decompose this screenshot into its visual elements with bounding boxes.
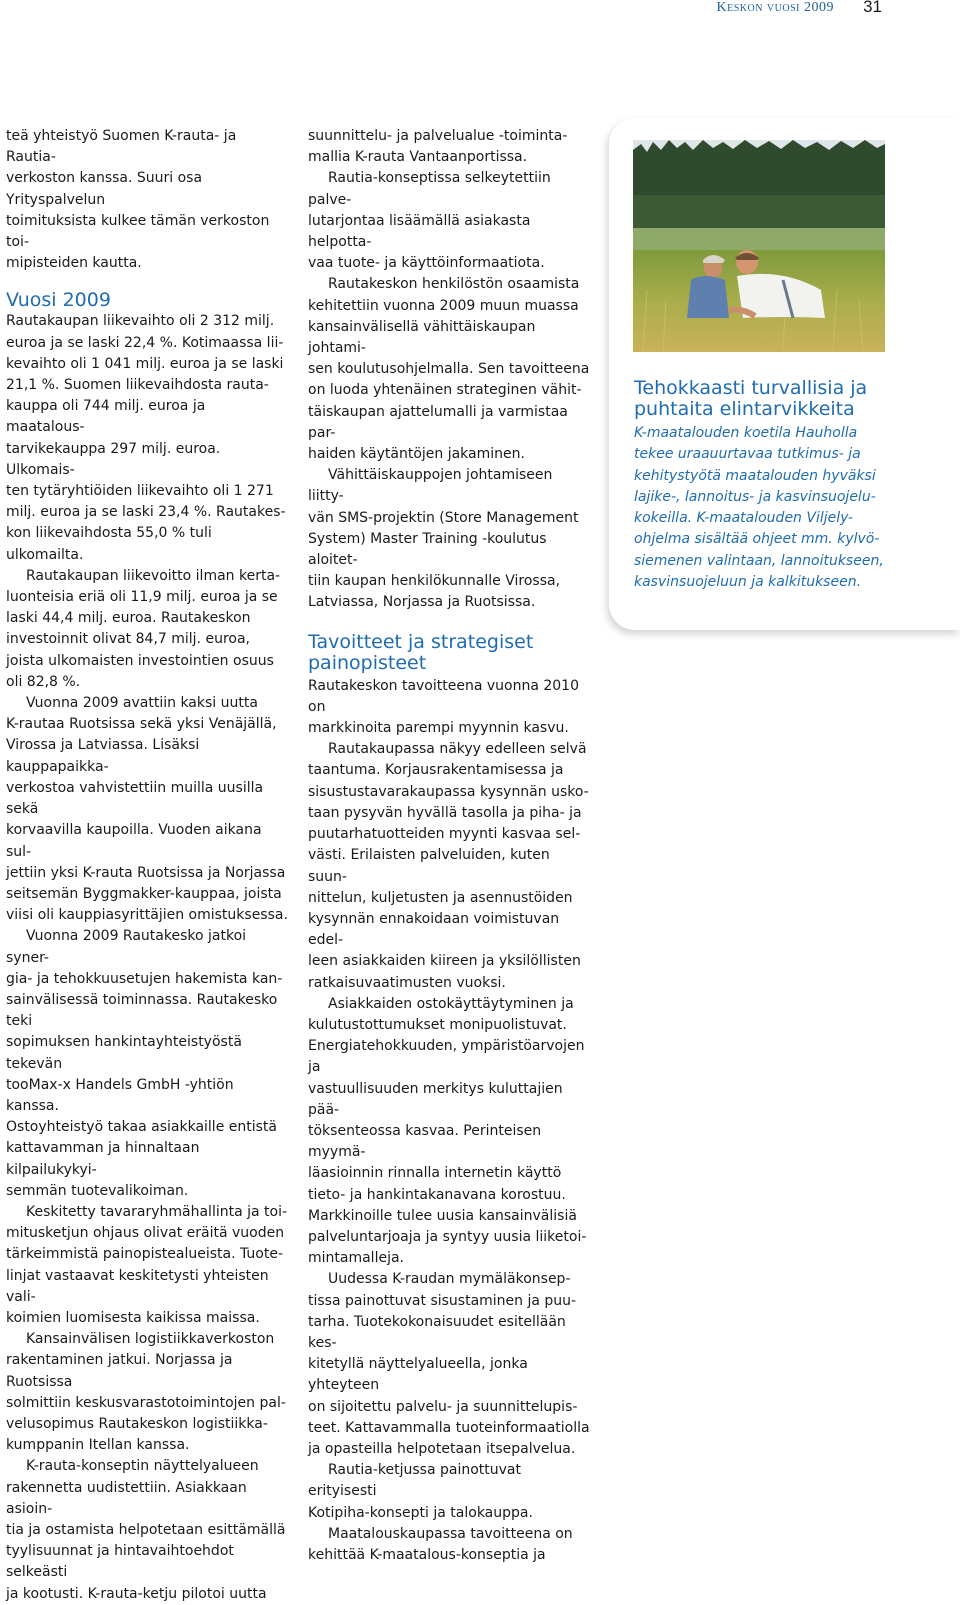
text-line: System) Master Training -koulutus aloitet- (308, 530, 547, 569)
sidebar-text (634, 423, 934, 593)
sidebar-text-line: kokeilla. K-maatalouden Viljely- (634, 510, 853, 527)
sidebar-text-line: K-maatalouden koetila Hauholla (634, 425, 858, 441)
text-line: Vähittäiskauppojen johtamiseen liitty- (308, 467, 553, 505)
text-line: linjat vastaavat keskitetysti yhteisten vali- (6, 1267, 269, 1305)
intro-paragraph: teä yhteistyö Suomen K-rauta- ja Rautia- verkoston kanssa. Suuri osa Yrityspalvelun toimituksista kulkee tämän verkoston toi- mipisteiden kautta. (6, 128, 270, 272)
text-line: tiin kaupan henkilökunnalle Virossa, (308, 573, 561, 590)
text-line: kysynnän ennakoidaan voimistuvan edel- (308, 910, 560, 949)
text-column-middle (308, 126, 590, 1566)
text-line: nittelun, kuljetusten ja asennustöiden (308, 889, 573, 906)
paragraph (6, 693, 288, 926)
text-line: K-rauta-konseptin näyttelyalueen (26, 1458, 259, 1475)
text-line: investoinnit olivat 84,7 milj. euroa, (6, 631, 250, 648)
publication-title: Keskon vuosi 2009 (716, 0, 834, 15)
text-line: Rautakeskon tavoitteena vuonna 2010 on (308, 677, 579, 715)
text-line: rakennetta uudistettiin. Asiakkaan asioin- (6, 1479, 247, 1517)
text-line: Energiatehokkuuden, ympäristöarvojen ja (308, 1038, 585, 1076)
text-line: taan pysyvän hyvällä tasolla ja piha- ja (308, 804, 582, 821)
text-line: laski 44,4 milj. euroa. Rautakeskon (6, 610, 251, 627)
text-line: 21,1 %. Suomen liikevaihdosta rauta- (6, 377, 269, 394)
text-line: verkostoa vahvistettiin muilla uusilla sekä (6, 779, 264, 818)
paragraph (308, 1524, 590, 1566)
text-line: Rautia-konseptissa selkeytettiin palve- (308, 170, 551, 208)
text-line: gia- ja tehokkuusetujen hakemista kan- (6, 970, 283, 987)
text-line: kauppa oli 744 milj. euroa ja maatalous- (6, 398, 206, 436)
sidebar-text-line: kehitystyötä maatalouden hyväksi (634, 467, 876, 484)
paragraph (308, 465, 590, 613)
sidebar-box (609, 118, 960, 630)
text-line: haiden käytäntöjen jakaminen. (308, 446, 525, 463)
text-line: Maatalouskaupassa tavoitteena on (328, 1525, 573, 1542)
sidebar-text-line: tekee uraauurtavaa tutkimus- ja (634, 446, 861, 463)
text-line: ratkaisuvaatimusten vuoksi. (308, 974, 506, 991)
page-number: 31 (863, 0, 882, 16)
text-line: kitetyllä näyttelyalueella, jonka yhteyteen (308, 1356, 528, 1394)
sidebar-text-line: kasvinsuojeluun ja kalkitukseen. (634, 574, 862, 591)
paragraph (6, 311, 288, 565)
section-heading-vuosi-2009: Vuosi 2009 (6, 289, 111, 312)
text-line: kattavamman ja hinnaltaan kilpailukykyi- (6, 1140, 200, 1178)
text-line: semmän tuotevalikoiman. (6, 1182, 189, 1199)
text-line: teet. Kattavammalla tuoteinformaatiolla (308, 1419, 590, 1436)
text-line: Rautakaupan liikevaihto oli 2 312 milj. (6, 313, 275, 330)
text-line: Vuonna 2009 avattiin kaksi uutta (26, 695, 258, 712)
text-line: tarha. Tuotekokonaisuudet esitellään kes- (308, 1313, 566, 1351)
text-line: Latviassa, Norjassa ja Ruotsissa. (308, 594, 536, 611)
text-line: Uudessa K-raudan mymäläkonsep- (328, 1271, 571, 1288)
paragraph (308, 1269, 590, 1460)
text-line: kehitettiin vuonna 2009 muun muassa (308, 297, 579, 314)
text-line: Vuonna 2009 Rautakesko jatkoi syner- (6, 928, 247, 966)
text-line: kehittää K-maatalous-konseptia ja (308, 1547, 546, 1563)
text-line: viisi oli kauppiasyrittäjien omistuksessa. (6, 907, 288, 924)
text-line: euroa ja se laski 22,4 %. Kotimaassa lii- (6, 334, 284, 351)
text-line: tia ja ostamista helpotetaan esittämällä (6, 1522, 286, 1538)
text-line: kevaihto oli 1 041 milj. euroa ja se laski (6, 355, 284, 372)
text-line: Asiakkaiden ostokäyttäytyminen ja (328, 995, 574, 1012)
text-line: milj. euroa ja se laski 23,4 %. Rautakes- (6, 504, 286, 521)
text-line: palveluntarjoaja ja syntyy uusia liiketoi- (308, 1228, 587, 1245)
text-line: sisustustavarakaupassa kysynnän usko- (308, 783, 589, 800)
text-line: leen asiakkaiden kiireen ja yksilöllisten (308, 953, 581, 970)
text-line: västi. Erilaisten palveluiden, kuten suun- (308, 847, 550, 885)
paragraph (308, 739, 590, 993)
page-header (0, 0, 960, 40)
sidebar-text-line: lajike-, lannoitus- ja kasvinsuojelu- (634, 488, 876, 505)
text-line: Rautia-ketjussa painottuvat erityisesti (308, 1462, 521, 1500)
text-line: Rautakeskon henkilöstön osaamista (328, 276, 580, 293)
section-heading-tavoitteet: Tavoitteet ja strategiset painopisteet (308, 630, 534, 674)
col2-paragraphs-bottom (308, 676, 590, 1567)
text-line: vaa tuote- ja käyttöinformaatiota. (308, 255, 545, 272)
text-line: K-rautaa Ruotsissa sekä yksi Venäjällä, (6, 716, 277, 733)
paragraph (308, 274, 590, 465)
text-line: joista ulkomaisten investointien osuus (6, 652, 274, 669)
col1-paragraphs (6, 311, 288, 1604)
text-line: töksenteossa kasvaa. Perinteisen myymä- (308, 1122, 542, 1161)
paragraph (6, 926, 288, 1202)
text-line: täiskaupan ajattelumalli ja varmistaa par- (308, 403, 568, 441)
text-line: Virossa ja Latviassa. Lisäksi kauppapaikka- (6, 737, 200, 775)
paragraph (308, 168, 590, 274)
paragraph (6, 1329, 288, 1456)
text-line: kansainvälisellä vähittäiskaupan johtami- (308, 318, 536, 357)
paragraph (308, 676, 590, 740)
text-line: Markkinoille tulee uusia kansainvälisiä (308, 1207, 577, 1224)
text-line: solmittiin keskusvarastotoimintojen pal- (6, 1394, 286, 1411)
text-line: Rautakaupan liikevoitto ilman kerta- (26, 567, 281, 584)
text-line: vastuullisuuden merkitys kuluttajien pää- (308, 1080, 563, 1118)
text-line: on luoda yhtenäinen strateginen vähit- (308, 382, 582, 399)
text-line: kulutustottumukset monipuolistuvat. (308, 1016, 567, 1033)
text-line: tyylisuunnat ja hintavaihtoehdot selkeästi (6, 1543, 234, 1581)
field-photo-illustration (633, 140, 885, 352)
text-column-left (6, 126, 288, 1605)
text-line: luonteisia eriä oli 11,9 milj. euroa ja se (6, 589, 278, 606)
text-line: tarvikekauppa 297 milj. euroa. Ulkomais- (6, 440, 221, 478)
text-line: sen koulutusohjelmalla. Sen tavoitteena (308, 361, 590, 378)
text-line: markkinoita parempi myynnin kasvu. (308, 720, 569, 737)
text-line: tissa painottuvat sisustaminen ja puu- (308, 1292, 577, 1309)
sidebar-text-line: siemenen valintaan, lannoitukseen, (634, 552, 884, 569)
photo-field-researchers (633, 140, 885, 352)
text-line: läasioinnin rinnalla internetin käyttö (308, 1165, 562, 1182)
text-line: puutarhatuotteiden myynti kasvaa sel- (308, 826, 581, 843)
text-line: mitusketjun ohjaus olivat eräitä vuoden (6, 1225, 285, 1242)
paragraph (6, 1202, 288, 1329)
text-line: seitsemän Byggmakker-kauppaa, joista (6, 885, 282, 902)
paragraph (308, 994, 590, 1270)
text-line: tärkeimmistä painopistealueista. Tuote- (6, 1246, 284, 1263)
text-line: mintamalleja. (308, 1250, 404, 1267)
text-line: sainvälisessä toiminnassa. Rautakesko teki (6, 991, 278, 1030)
text-line: lutarjontaa lisäämällä asiakasta helpotta- (308, 212, 531, 251)
paragraph (308, 1460, 590, 1524)
text-line: suunnittelu- ja palvelualue -toiminta- (308, 128, 568, 144)
text-line: sopimuksen hankintayhteistyöstä tekevän (6, 1034, 242, 1072)
text-line: Kotipiha-konsepti ja talokauppa. (308, 1504, 533, 1521)
text-line: taantuma. Korjausrakentamisessa ja (308, 762, 564, 779)
text-line: kon liikevaihdosta 55,0 % tuli ulkomailta. (6, 525, 212, 563)
text-line: mallia K-rauta Vantaanportissa. (308, 149, 528, 166)
text-line: koimien luomisesta kaikissa maissa. (6, 1309, 260, 1326)
text-line: ten tytäryhtiöiden liikevaihto oli 1 271 (6, 483, 274, 500)
text-line: on sijoitettu palvelu- ja suunnittelupis- (308, 1398, 578, 1415)
sidebar-text-line: ohjelma sisältää ohjeet mm. kylvö- (634, 531, 880, 548)
paragraph (6, 1456, 288, 1604)
text-line: kumppanin Itellan kanssa. (6, 1437, 190, 1454)
text-line: vän SMS-projektin (Store Management (308, 509, 579, 526)
text-line: Ostoyhteistyö takaa asiakkaille entistä (6, 1119, 277, 1136)
text-line: ja kootusti. K-rauta-ketju pilotoi uutta (6, 1585, 267, 1602)
col2-paragraphs-top (308, 126, 590, 614)
text-line: Kansainvälisen logistiikkaverkoston (26, 1331, 275, 1348)
text-line: Keskitetty tavararyhmähallinta ja toi- (26, 1203, 288, 1220)
text-line: Rautakaupassa näkyy edelleen selvä (328, 741, 587, 758)
text-line: jettiin yksi K-rauta Ruotsissa ja Norjassa (6, 864, 286, 881)
text-line: ja opasteilla helpotetaan itsepalvelua. (308, 1440, 576, 1457)
sidebar-title: Tehokkaasti turvallisia ja puhtaita elintarvikkeita (634, 377, 868, 420)
paragraph (6, 566, 288, 693)
text-line: korvaavilla kaupoilla. Vuoden aikana sul- (6, 822, 262, 860)
paragraph (308, 126, 590, 168)
text-line: velusopimus Rautakeskon logistiikka- (6, 1415, 268, 1432)
text-line: rakentaminen jatkui. Norjassa ja Ruotsissa (6, 1352, 233, 1390)
text-line: tooMax-x Handels GmbH -yhtiön kanssa. (6, 1076, 234, 1114)
text-line: oli 82,8 %. (6, 673, 81, 690)
text-line: tieto- ja hankintakanavana korostuu. (308, 1186, 566, 1203)
